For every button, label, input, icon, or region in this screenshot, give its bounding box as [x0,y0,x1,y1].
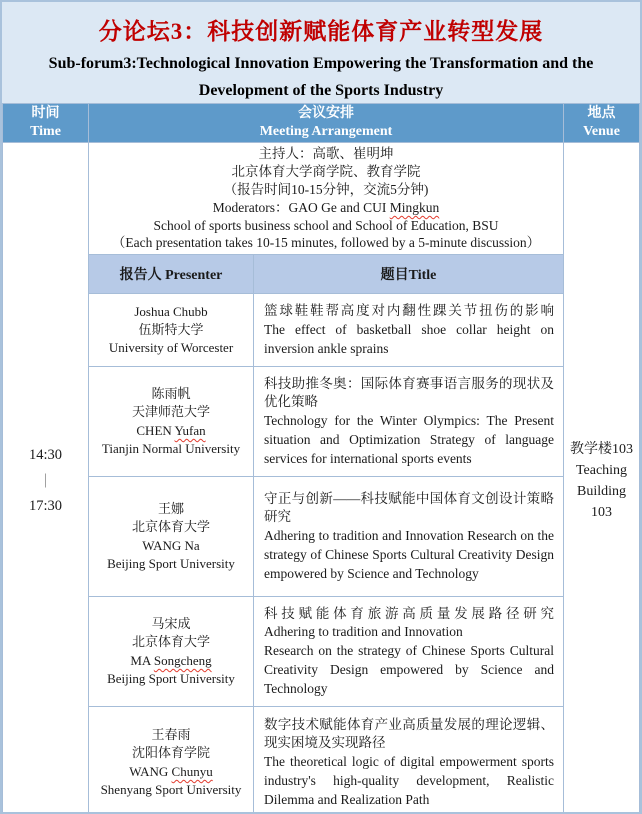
presenter-cell [89,294,254,367]
presenter-line: Tianjin Normal University [101,441,241,457]
paper-title-cn: 篮球鞋鞋帮高度对内翻性踝关节扭伤的影响 [264,302,555,318]
forum-title-en-line2: Development of the Sports Industry [198,82,444,99]
session-row [3,597,640,707]
venue-cell [564,143,640,814]
misspelled-word: Chunyu [171,763,213,779]
time-range-separator: ｜ [38,474,53,490]
presenter-line: 北京体育大学 [131,634,210,650]
venue-line: Teaching [575,462,628,478]
title-cell [254,294,564,367]
title-cell [254,477,564,597]
paper-title-en: Adhering to tradition and Innovation [264,624,463,640]
paper-title-en: Technology for the Winter Olympics: The Present situation and Optimization Strategy of language services for international sports events [264,413,555,467]
presenter-line: 王娜 [157,500,184,516]
presenter-column-header: 报告人 Presenter [89,255,254,294]
presenter-line: Shenyang Sport University [100,782,242,798]
presenter-line: WANG Na [142,537,200,553]
moderator-line: Moderators：GAO Ge and CUI Mingkun [212,199,440,215]
forum-title-en-line1: Sub-forum3:Technological Innovation Empowering the Transformation and the [48,55,594,72]
paper-title-en: Research on the strategy of Chinese Sports Cultural Creativity Design empowered by Science and Technology [264,643,555,697]
presenter-line: 马宋成 [151,615,191,631]
title-cell [254,707,564,814]
venue-header-cn: 地点 [587,106,616,121]
title-cell [254,367,564,477]
moderator-line: （报告时间10-15分钟，交流5分钟) [223,182,429,197]
paper-title-cn: 科技赋能体育旅游高质量发展路径研究 [264,605,555,621]
paper-title-en: The theoretical logic of digital empowerment sports industry's high-quality development, Realistic Dilemma and Realization Path [264,754,555,808]
meeting-header-en: Meeting Arrangement [259,124,393,140]
venue-line: 103 [591,504,612,520]
presenter-cell [89,597,254,707]
session-row [3,477,640,597]
presenter-line: Joshua Chubb [134,303,208,319]
venue-line: 教学楼103 [570,441,633,457]
presenter-cell [89,707,254,814]
misspelled-word: Yufan [174,422,206,438]
title-cell [254,597,564,707]
time-header-cn: 时间 [31,106,60,121]
presenter-line: CHEN Yufan [136,422,206,438]
presenter-line: MA Songcheng [130,652,212,668]
moderator-line: School of sports business school and School of Education, BSU [153,217,499,233]
table-header-row [3,104,640,143]
presenter-cell [89,367,254,477]
moderator-cell [89,143,564,255]
moderator-row [3,143,640,255]
venue-header-en: Venue [583,124,620,140]
title-column-header: 题目Title [254,255,564,294]
session-row [3,707,640,814]
misspelled-word: Mingkun [389,199,440,215]
presenter-line: WANG Chunyu [129,763,213,779]
title-band [2,2,640,103]
presenter-line: 伍斯特大学 [138,322,204,338]
session-row [3,294,640,367]
venue-line: Building [577,483,627,499]
presenter-line: Beijing Sport University [107,671,235,687]
column-header-time [3,104,89,143]
time-header-en: Time [30,124,61,140]
paper-title-cn: 数字技术赋能体育产业高质量发展的理论逻辑、现实困境及实现路径 [264,716,555,751]
forum-title-cn: 分论坛3：科技创新赋能体育产业转型发展 [98,19,544,44]
presenter-line: 沈阳体育学院 [131,745,210,761]
moderator-line: 主持人：高歌、崔明坤 [258,146,394,162]
paper-title-cn: 科技助推冬奥：国际体育赛事语言服务的现状及优化策略 [264,375,555,410]
column-header-meeting [89,104,564,143]
time-end: 17:30 [28,497,63,514]
misspelled-word: Songcheng [153,652,212,668]
paper-title-en: Adhering to tradition and Innovation Research on the strategy of Chinese Sports Cultural Creativity Design empowered by Science and Technology [264,528,555,582]
presenter-line: Beijing Sport University [107,556,235,572]
presenter-line: 王春雨 [151,726,191,742]
presenter-line: 北京体育大学 [131,519,210,535]
time-cell [3,143,89,814]
schedule-table [2,103,640,814]
presenter-line: 天津师范大学 [131,404,210,420]
moderator-line: 北京体育大学商学院、教育学院 [231,164,421,180]
paper-title-en: The effect of basketball shoe collar height on inversion ankle sprains [264,321,555,356]
sub-header-row [3,255,640,294]
paper-title-cn: 守正与创新——科技赋能中国体育文创设计策略研究 [264,490,555,525]
presenter-line: University of Worcester [108,340,234,356]
session-row [3,367,640,477]
time-start: 14:30 [28,446,63,463]
meeting-header-cn: 会议安排 [298,106,354,121]
column-header-venue [564,104,640,143]
moderator-line: （Each presentation takes 10-15 minutes, followed by a 5-minute discussion） [111,235,541,251]
presenter-line: 陈雨帆 [151,385,191,401]
presenter-cell [89,477,254,597]
